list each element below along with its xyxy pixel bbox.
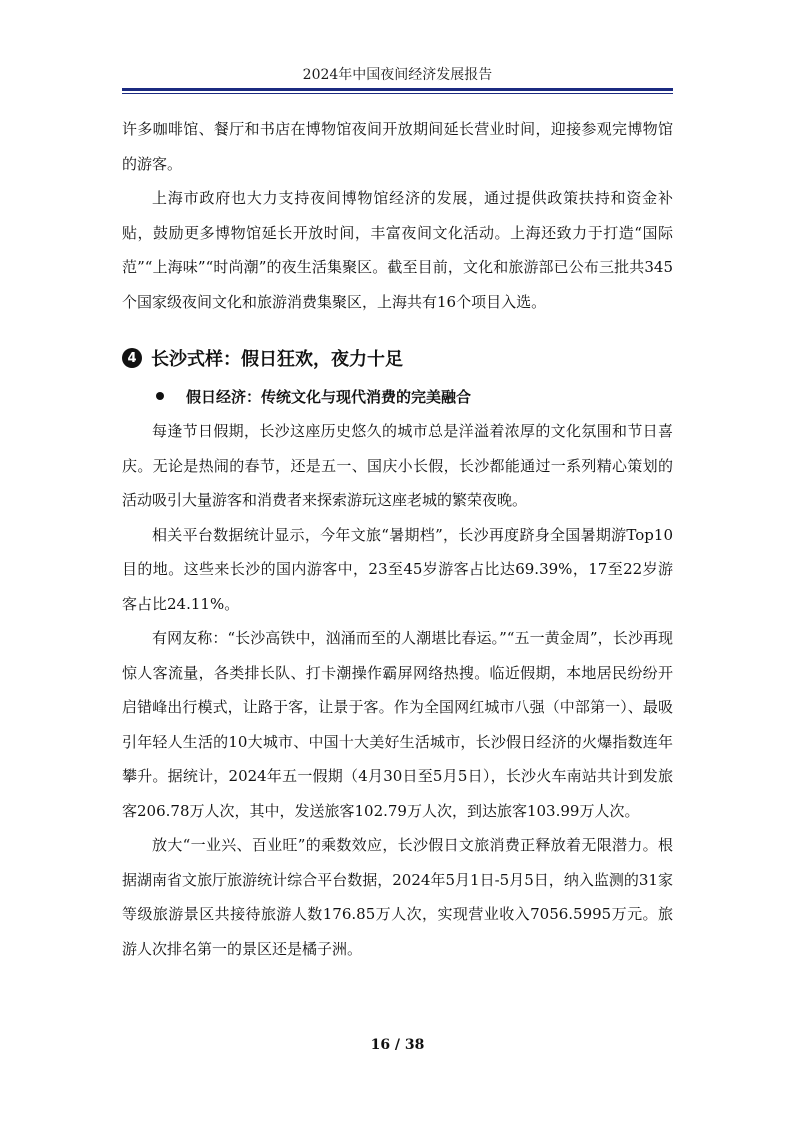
section-heading [122,338,673,378]
section-number-badge: 4 [122,348,142,368]
page-body [122,112,673,966]
body-paragraph: 有网友称：“长沙高铁中，汹涌而至的人潮堪比春运。”“五一黄金周”，长沙再现惊人客流量，各类排长队、打卡潮操作霸屏网络热搜。临近假期，本地居民纷纷开启错峰出行模式，让路于客，让景于客。作为全国网红城市八强（中部第一）、最吸引年轻人生活的10大城市、中国十大美好生活城市，长沙假日经济的火爆指数连年攀升。据统计，2024年五一假期（4月30日至5月5日），长沙火车南站共计到发旅客206.78万人次，其中，发送旅客102.79万人次，到达旅客103.99万人次。 [122,629,673,820]
subsection-heading-text: 假日经济：传统文化与现代消费的完美融合 [186,387,472,406]
body-paragraph: 放大“一业兴、百业旺”的乘数效应，长沙假日文旅消费正释放着无限潜力。根据湖南省文旅厅旅游统计综合平台数据，2024年5月1日-5月5日，纳入监测的31家等级旅游景区共接待旅游人数176.85万人次，实现营业收入7056.5995万元。旅游人次排名第一的景区还是橘子洲。 [122,836,673,958]
running-header: 2024年中国夜间经济发展报告 [302,67,493,83]
section-spacer [122,319,673,336]
section-heading-text: 长沙式样：假日狂欢，夜力十足 [151,349,403,370]
header-rule-thick [122,88,673,91]
header-rule-thin [122,93,673,94]
page-number: 16 / 38 [370,1037,425,1053]
body-paragraph: 上海市政府也大力支持夜间博物馆经济的发展，通过提供政策扶持和资金补贴，鼓励更多博物馆延长开放时间，丰富夜间文化活动。上海还致力于打造“国际范”“上海味”“时尚潮”的夜生活集聚区。截至目前，文化和旅游部已公布三批共345个国家级夜间文化和旅游消费集聚区，上海共有16个项目入选。 [122,189,673,311]
body-paragraph: 相关平台数据统计显示，今年文旅“暑期档”，长沙再度跻身全国暑期游Top10目的地。这些来长沙的国内游客中，23至45岁游客占比达69.39%，17至22岁游客占比24.11%。 [122,525,673,613]
subsection-heading [122,378,673,414]
body-paragraph: 许多咖啡馆、餐厅和书店在博物馆夜间开放期间延长营业时间，迎接参观完博物馆的游客。 [122,120,673,173]
bullet-dot-icon [156,392,164,400]
body-paragraph: 每逢节日假期，长沙这座历史悠久的城市总是洋溢着浓厚的文化氛围和节日喜庆。无论是热闹的春节，还是五一、国庆小长假，长沙都能通过一系列精心策划的活动吸引大量游客和消费者来探索游玩这座老城的繁荣夜晚。 [122,422,673,509]
